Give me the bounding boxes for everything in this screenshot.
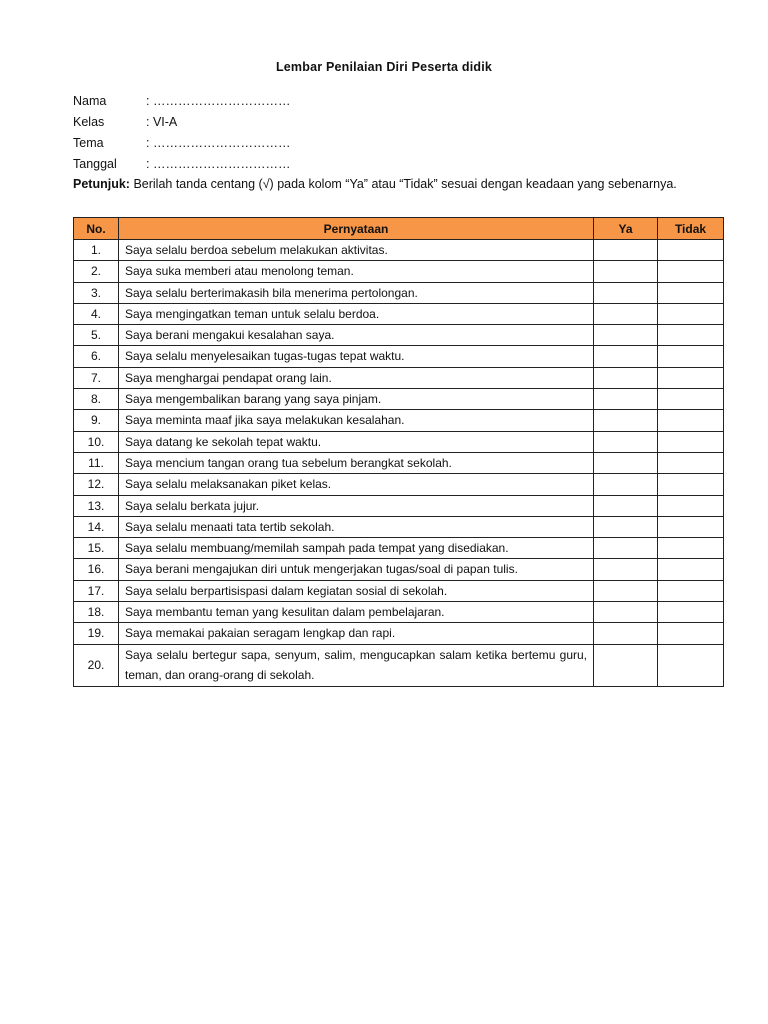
info-row-nama	[73, 91, 290, 112]
statement-cell: Saya selalu menyelesaikan tugas-tugas tepat waktu.	[119, 346, 594, 367]
ya-checkbox-cell[interactable]	[594, 452, 658, 473]
header-no: No.	[74, 218, 119, 240]
table-row	[74, 602, 724, 623]
instruction-paragraph	[73, 174, 721, 194]
ya-checkbox-cell[interactable]	[594, 346, 658, 367]
ya-checkbox-cell[interactable]	[594, 559, 658, 580]
row-number: 19.	[74, 623, 119, 644]
ya-checkbox-cell[interactable]	[594, 303, 658, 324]
header-tidak: Tidak	[658, 218, 724, 240]
table-row	[74, 538, 724, 559]
row-number: 4.	[74, 303, 119, 324]
info-row-tanggal	[73, 154, 290, 175]
table-row	[74, 559, 724, 580]
statement-cell: Saya berani mengajukan diri untuk mengerjakan tugas/soal di papan tulis.	[119, 559, 594, 580]
row-number: 17.	[74, 580, 119, 601]
statement-cell: Saya berani mengakui kesalahan saya.	[119, 325, 594, 346]
ya-checkbox-cell[interactable]	[594, 367, 658, 388]
table-header-row	[74, 218, 724, 240]
table-row	[74, 452, 724, 473]
table-row	[74, 580, 724, 601]
tidak-checkbox-cell[interactable]	[658, 303, 724, 324]
table-row	[74, 644, 724, 687]
info-label: Nama	[73, 94, 107, 108]
tidak-checkbox-cell[interactable]	[658, 367, 724, 388]
document-title: Lembar Penilaian Diri Peserta didik	[275, 60, 493, 74]
table-row	[74, 389, 724, 410]
table-row	[74, 346, 724, 367]
tidak-checkbox-cell[interactable]	[658, 452, 724, 473]
tidak-checkbox-cell[interactable]	[658, 431, 724, 452]
info-row-tema	[73, 133, 290, 154]
tidak-checkbox-cell[interactable]	[658, 346, 724, 367]
statement-cell: Saya mengembalikan barang yang saya pinjam.	[119, 389, 594, 410]
table-row	[74, 325, 724, 346]
table-row	[74, 516, 724, 537]
statement-cell: Saya datang ke sekolah tepat waktu.	[119, 431, 594, 452]
statement-cell: Saya membantu teman yang kesulitan dalam pembelajaran.	[119, 602, 594, 623]
statement-cell: Saya selalu melaksanakan piket kelas.	[119, 474, 594, 495]
tidak-checkbox-cell[interactable]	[658, 474, 724, 495]
statement-cell: Saya selalu menaati tata tertib sekolah.	[119, 516, 594, 537]
ya-checkbox-cell[interactable]	[594, 431, 658, 452]
row-number: 11.	[74, 452, 119, 473]
tidak-checkbox-cell[interactable]	[658, 495, 724, 516]
tidak-checkbox-cell[interactable]	[658, 240, 724, 261]
table-row	[74, 282, 724, 303]
row-number: 8.	[74, 389, 119, 410]
row-number: 16.	[74, 559, 119, 580]
tidak-checkbox-cell[interactable]	[658, 602, 724, 623]
statement-cell: Saya suka memberi atau menolong teman.	[119, 261, 594, 282]
row-number: 2.	[74, 261, 119, 282]
tidak-checkbox-cell[interactable]	[658, 623, 724, 644]
ya-checkbox-cell[interactable]	[594, 389, 658, 410]
ya-checkbox-cell[interactable]	[594, 516, 658, 537]
ya-checkbox-cell[interactable]	[594, 580, 658, 601]
ya-checkbox-cell[interactable]	[594, 602, 658, 623]
statement-cell: Saya selalu berdoa sebelum melakukan aktivitas.	[119, 240, 594, 261]
table-row	[74, 303, 724, 324]
row-number: 12.	[74, 474, 119, 495]
tidak-checkbox-cell[interactable]	[658, 410, 724, 431]
table-row	[74, 261, 724, 282]
row-number: 10.	[74, 431, 119, 452]
tidak-checkbox-cell[interactable]	[658, 559, 724, 580]
row-number: 18.	[74, 602, 119, 623]
info-label: Kelas	[73, 115, 105, 129]
row-number: 20.	[74, 644, 119, 687]
row-number: 13.	[74, 495, 119, 516]
row-number: 6.	[74, 346, 119, 367]
statement-cell: Saya selalu membuang/memilah sampah pada tempat yang disediakan.	[119, 538, 594, 559]
ya-checkbox-cell[interactable]	[594, 495, 658, 516]
ya-checkbox-cell[interactable]	[594, 240, 658, 261]
row-number: 9.	[74, 410, 119, 431]
ya-checkbox-cell[interactable]	[594, 410, 658, 431]
info-label: Tanggal	[73, 157, 117, 171]
statement-cell: Saya selalu berterimakasih bila menerima pertolongan.	[119, 282, 594, 303]
ya-checkbox-cell[interactable]	[594, 325, 658, 346]
ya-checkbox-cell[interactable]	[594, 282, 658, 303]
statement-cell: Saya mencium tangan orang tua sebelum berangkat sekolah.	[119, 452, 594, 473]
ya-checkbox-cell[interactable]	[594, 538, 658, 559]
row-number: 7.	[74, 367, 119, 388]
statement-cell: Saya meminta maaf jika saya melakukan kesalahan.	[119, 410, 594, 431]
instruction-label: Petunjuk:	[73, 177, 130, 191]
header-ya: Ya	[594, 218, 658, 240]
instruction-text: Berilah tanda centang (√) pada kolom “Ya” atau “Tidak” sesuai dengan keadaan yang sebenarnya.	[133, 177, 677, 191]
statement-cell: Saya menghargai pendapat orang lain.	[119, 367, 594, 388]
row-number: 14.	[74, 516, 119, 537]
header-pernyataan: Pernyataan	[119, 218, 594, 240]
table-row	[74, 495, 724, 516]
tidak-checkbox-cell[interactable]	[658, 580, 724, 601]
statement-cell: Saya memakai pakaian seragam lengkap dan rapi.	[119, 623, 594, 644]
info-value: : ……………………………	[146, 94, 291, 108]
info-row-kelas	[73, 112, 290, 133]
tidak-checkbox-cell[interactable]	[658, 282, 724, 303]
statement-cell: Saya selalu berpartisispasi dalam kegiatan sosial di sekolah.	[119, 580, 594, 601]
info-value: : ……………………………	[146, 136, 291, 150]
info-label: Tema	[73, 136, 104, 150]
info-value: : ……………………………	[146, 157, 291, 171]
tidak-checkbox-cell[interactable]	[658, 538, 724, 559]
table-body	[74, 240, 724, 687]
statement-cell: Saya selalu berkata jujur.	[119, 495, 594, 516]
tidak-checkbox-cell[interactable]	[658, 261, 724, 282]
self-assessment-table	[73, 217, 724, 687]
tidak-checkbox-cell[interactable]	[658, 325, 724, 346]
statement-cell: Saya selalu bertegur sapa, senyum, salim, mengucapkan salam ketika bertemu guru, teman, dan orang-orang di sekolah.	[119, 644, 594, 687]
tidak-checkbox-cell[interactable]	[658, 516, 724, 537]
tidak-checkbox-cell[interactable]	[658, 644, 724, 687]
row-number: 5.	[74, 325, 119, 346]
table-row	[74, 240, 724, 261]
table-row	[74, 623, 724, 644]
tidak-checkbox-cell[interactable]	[658, 389, 724, 410]
ya-checkbox-cell[interactable]	[594, 261, 658, 282]
table-row	[74, 410, 724, 431]
table-row	[74, 367, 724, 388]
statement-cell: Saya mengingatkan teman untuk selalu berdoa.	[119, 303, 594, 324]
table-row	[74, 474, 724, 495]
ya-checkbox-cell[interactable]	[594, 474, 658, 495]
row-number: 1.	[74, 240, 119, 261]
info-value: : VI-A	[146, 115, 178, 129]
table-row	[74, 431, 724, 452]
ya-checkbox-cell[interactable]	[594, 623, 658, 644]
ya-checkbox-cell[interactable]	[594, 644, 658, 687]
student-info-block	[73, 91, 290, 175]
row-number: 3.	[74, 282, 119, 303]
row-number: 15.	[74, 538, 119, 559]
